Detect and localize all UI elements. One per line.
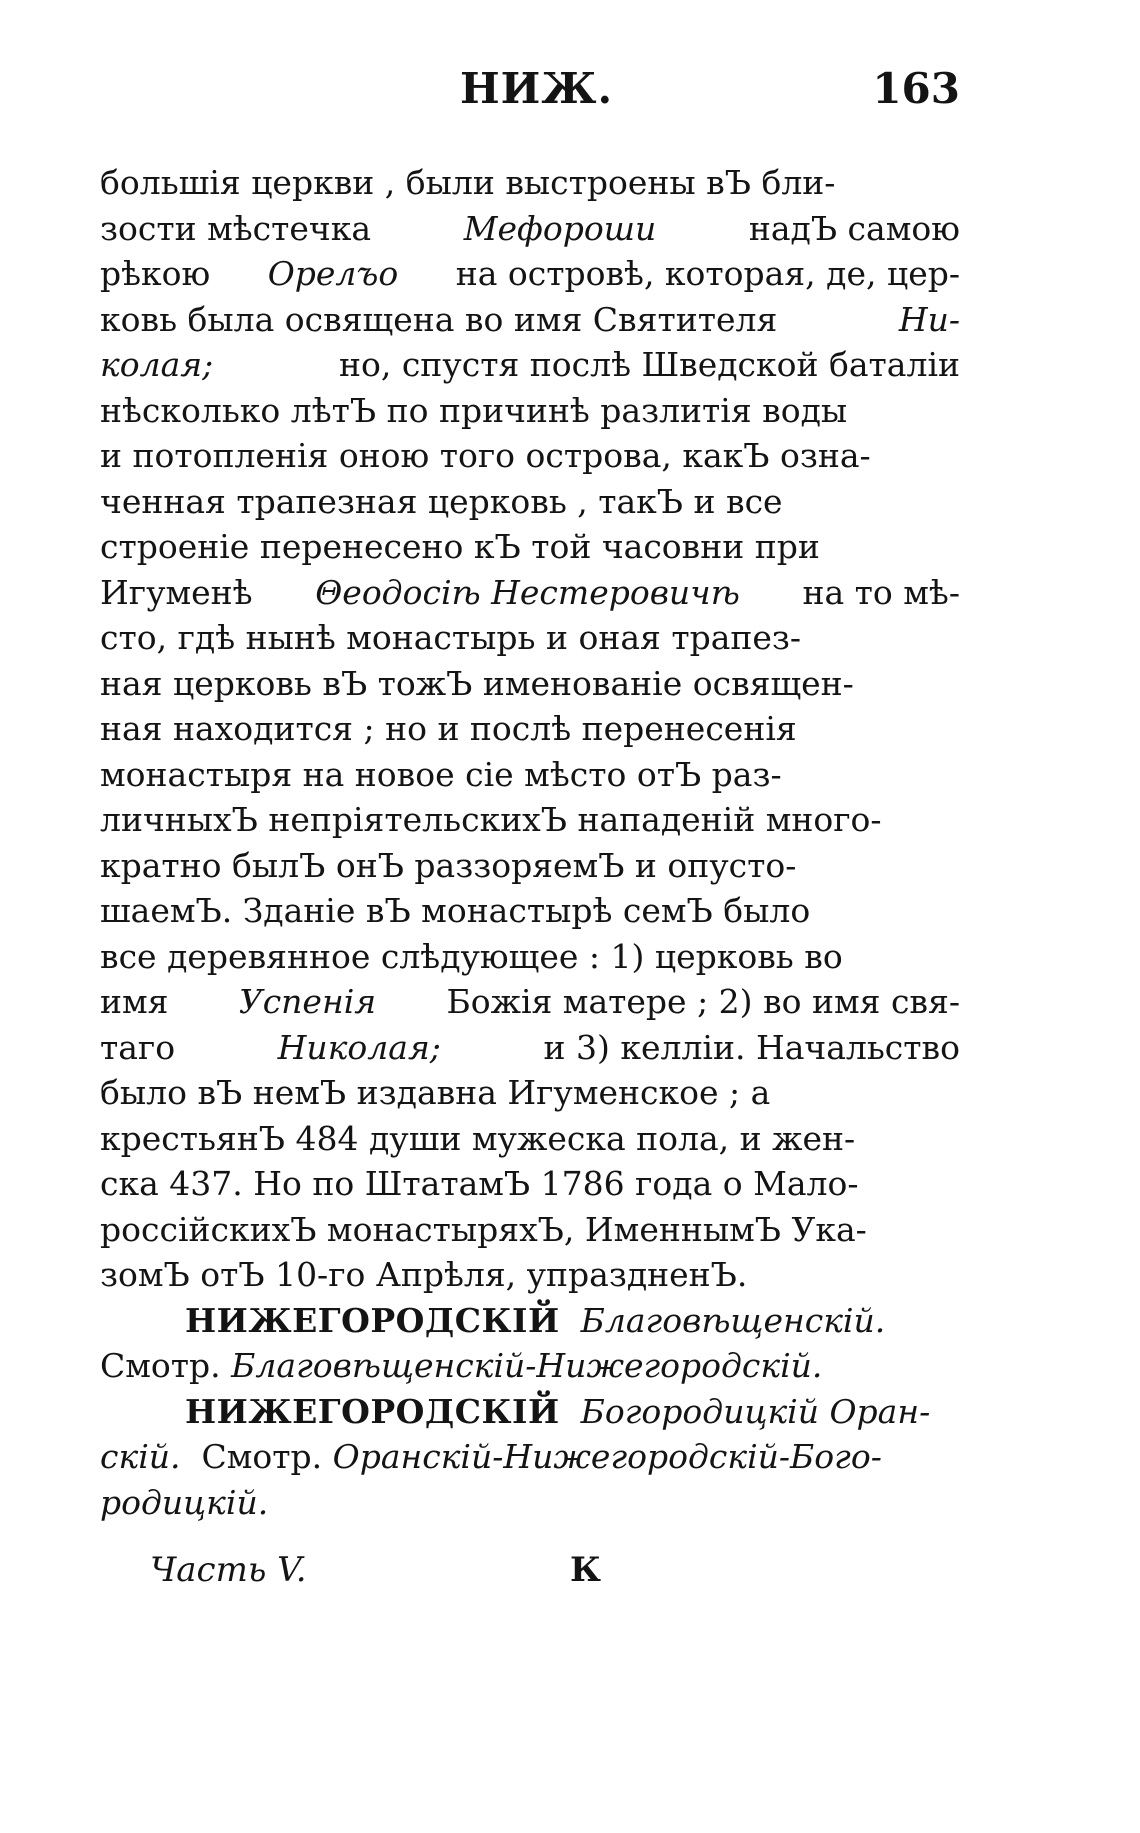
line-text: крестьянЪ 484 души мужеска пола, и жен- <box>100 1118 856 1158</box>
entry-head-italic: скій. <box>100 1437 181 1476</box>
line-text: большія церкви , были выстроены вЪ бли- <box>100 163 836 202</box>
entry-head-italic: Благовѣщенскій. <box>580 1300 886 1340</box>
line-text: таго <box>100 1027 176 1067</box>
text-line <box>100 1025 960 1071</box>
text-line <box>100 251 960 297</box>
italic-name: Успенія <box>238 982 377 1021</box>
line-text: Божія матере ; 2) во имя свя- <box>446 982 960 1021</box>
line-text: сто, гдѣ нынѣ монастырь и оная трапез- <box>100 618 802 657</box>
signature-line <box>150 1550 950 1600</box>
line-text: было вЪ немЪ издавна Игуменское ; а <box>100 1073 771 1112</box>
text-line <box>100 706 960 752</box>
text-line <box>100 388 960 434</box>
line-text: на то мѣ- <box>802 572 960 612</box>
line-text: надЪ самою <box>748 208 960 248</box>
text-line <box>100 1070 960 1116</box>
text-line <box>100 661 960 707</box>
text-line <box>100 934 960 980</box>
text-line <box>100 570 960 616</box>
see-label: Смотр. <box>201 1437 323 1476</box>
cross-reference <box>100 1434 960 1480</box>
text-line <box>100 888 960 934</box>
body-text <box>100 160 960 1525</box>
line-text: ная находится ; но и послѣ перенесенія <box>100 709 797 748</box>
gathering-signature: К <box>570 1550 601 1590</box>
italic-river-name: Орелъо <box>267 254 399 293</box>
text-line <box>100 1252 960 1298</box>
entry-head-italic: Богородицкій Оран- <box>580 1391 931 1431</box>
italic-name: колая; <box>100 345 214 384</box>
line-text: нѣсколько лѣтЪ по причинѣ разлитія воды <box>100 390 848 430</box>
line-text: все деревянное слѣдующее : 1) церковь во <box>100 936 843 976</box>
text-line <box>100 160 960 206</box>
line-text: имя <box>100 982 169 1021</box>
page-number: 163 <box>872 64 960 113</box>
line-text: зости мѣстечка <box>100 208 372 248</box>
line-text: зомЪ отЪ 10-го Апрѣля, упраздненЪ. <box>100 1255 748 1294</box>
text-line <box>100 979 960 1025</box>
entry-head: НИЖЕГОРОДСКІЙ <box>185 1391 560 1431</box>
see-target: Благовѣщенскій-Нижегородскій. <box>231 1346 823 1385</box>
line-text: ная церковь вЪ тожЪ именованіе освящен- <box>100 663 854 703</box>
line-text: на островѣ, которая, де, цер- <box>455 254 960 293</box>
text-line <box>100 479 960 525</box>
running-head <box>100 64 960 124</box>
line-text: рѣкою <box>100 254 211 293</box>
line-text: кратно былЪ онЪ раззоряемЪ и опусто- <box>100 845 797 885</box>
see-target: Оранскій-Нижегородскій-Бого- <box>332 1437 882 1476</box>
see-label: Смотр. <box>100 1346 221 1385</box>
text-line <box>100 342 960 388</box>
running-title: НИЖ. <box>460 64 614 113</box>
text-line <box>100 297 960 343</box>
line-text: монастыря на новое сіе мѣсто отЪ раз- <box>100 754 782 794</box>
text-line <box>100 1116 960 1162</box>
line-text: строеніе перенесено кЪ той часовни при <box>100 527 820 566</box>
entry-heading <box>100 1389 960 1435</box>
text-line <box>100 752 960 798</box>
italic-name: Ни- <box>898 299 960 339</box>
line-text: и потопленія оною того острова, какЪ озна- <box>100 436 871 475</box>
text-line <box>100 206 960 252</box>
text-line <box>100 1207 960 1253</box>
line-text: личныхЪ непріятельскихЪ нападеній много- <box>100 800 882 839</box>
entry-head: НИЖЕГОРОДСКІЙ <box>185 1300 560 1340</box>
line-text: ченная трапезная церковь , такЪ и все <box>100 481 783 521</box>
line-text: россійскихЪ монастыряхЪ, ИменнымЪ Ука- <box>100 1209 867 1249</box>
see-target: родицкій. <box>100 1482 269 1522</box>
italic-person-name: Θеодосіѣ Нестеровичѣ <box>315 572 740 612</box>
text-line <box>100 524 960 570</box>
entry-heading <box>100 1298 960 1344</box>
line-text: ска 437. Но по ШтатамЪ 1786 года о Мало- <box>100 1164 859 1203</box>
text-line <box>100 843 960 889</box>
text-line <box>100 1480 960 1526</box>
line-text: шаемЪ. Зданіе вЪ монастырѣ семЪ было <box>100 891 811 930</box>
text-line <box>100 797 960 843</box>
italic-place-name: Мефороши <box>463 208 657 248</box>
cross-reference <box>100 1343 960 1389</box>
line-text: но, спустя послѣ Шведской баталіи <box>338 345 960 384</box>
line-text: Игуменѣ <box>100 572 253 612</box>
line-text: и 3) келліи. Начальство <box>543 1027 960 1067</box>
text-line <box>100 433 960 479</box>
text-line <box>100 1161 960 1207</box>
volume-signature: Часть V. <box>150 1550 307 1590</box>
italic-name: Николая; <box>277 1027 441 1067</box>
text-line <box>100 615 960 661</box>
line-text: ковь была освящена во имя Святителя <box>100 299 778 339</box>
